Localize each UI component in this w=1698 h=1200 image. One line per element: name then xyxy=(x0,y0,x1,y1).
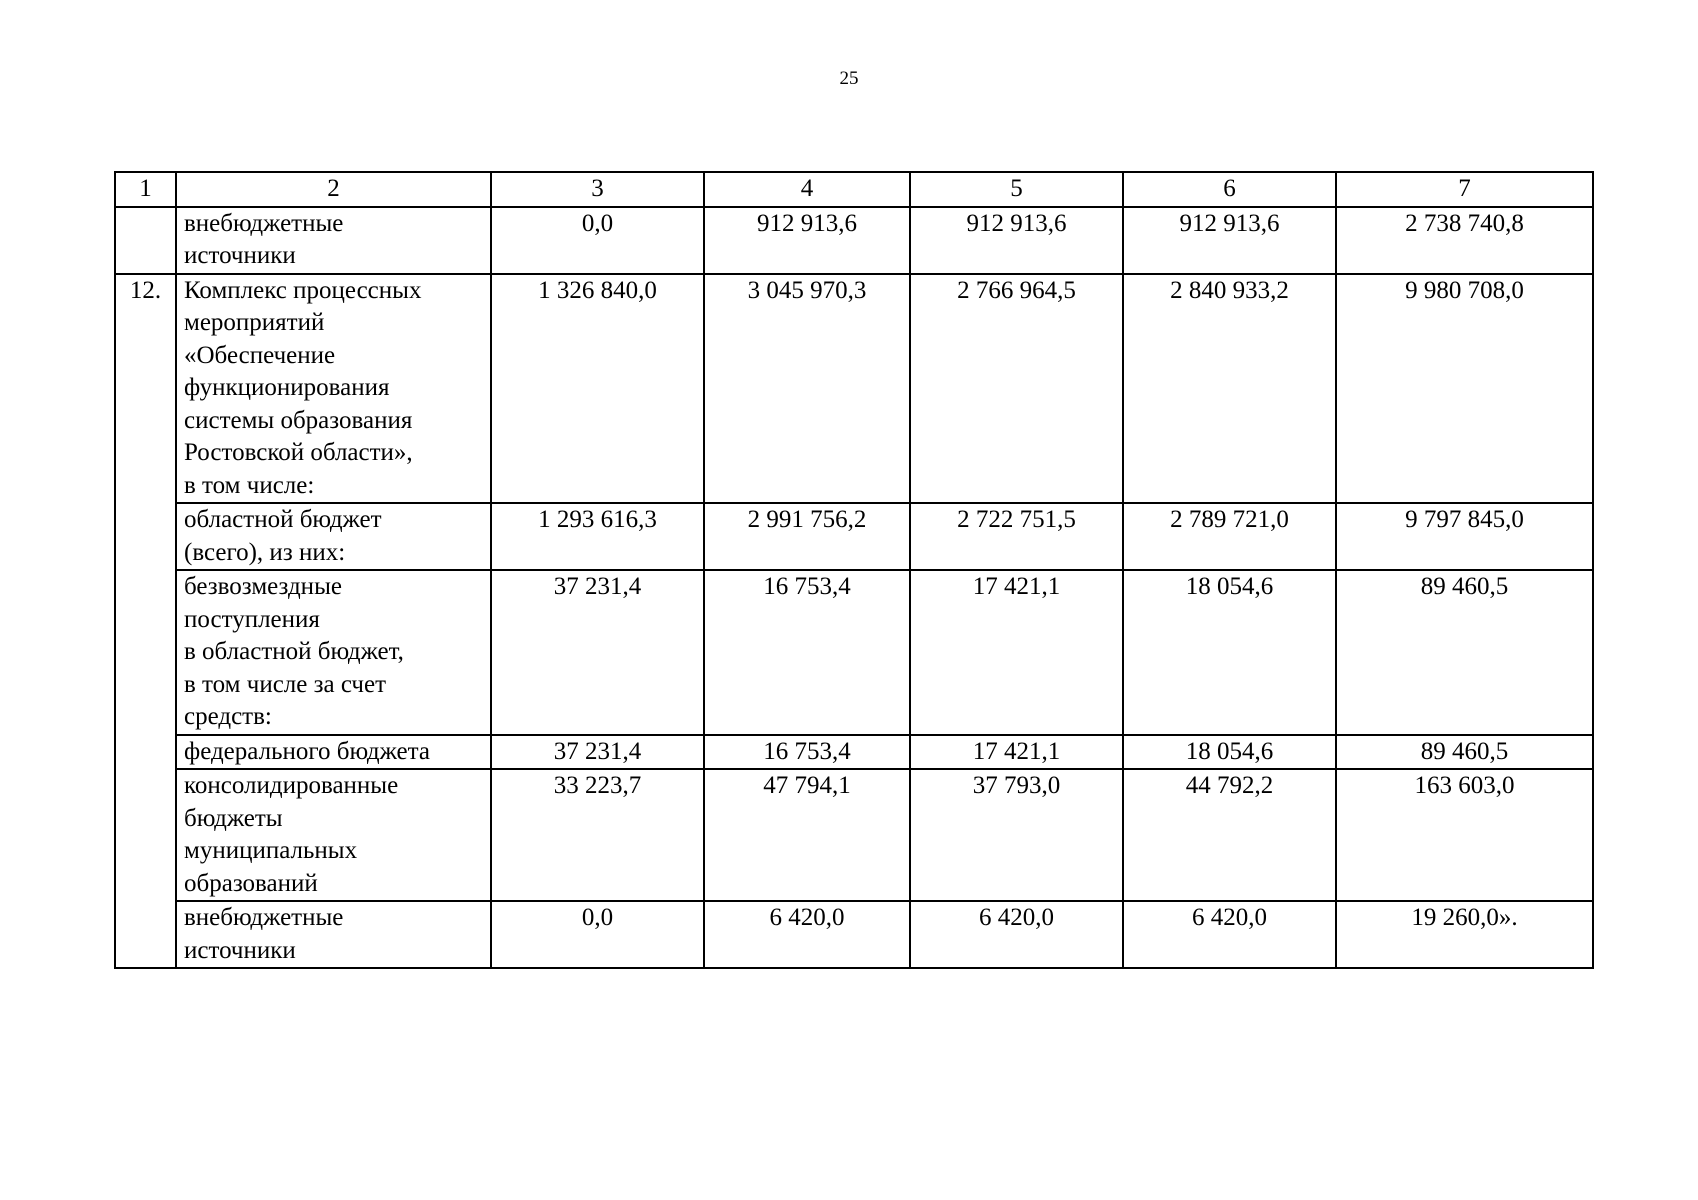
row-description xyxy=(176,274,491,504)
value-cell-col-4: 2 991 756,2 xyxy=(704,503,910,570)
value-cell-col-4: 6 420,0 xyxy=(704,901,910,968)
table-row xyxy=(115,570,1593,735)
description-line: (всего), из них: xyxy=(184,538,346,566)
value-cell-col-7: 19 260,0». xyxy=(1336,901,1593,968)
value-cell-col-3: 1 293 616,3 xyxy=(491,503,704,570)
description-line: внебюджетные xyxy=(184,904,344,931)
value-cell-col-5: 6 420,0 xyxy=(910,901,1123,968)
description-line: источники xyxy=(184,936,296,964)
value-cell-col-6: 2 789 721,0 xyxy=(1123,503,1336,570)
value-cell-col-5: 37 793,0 xyxy=(910,769,1123,901)
value-cell-col-7: 89 460,5 xyxy=(1336,570,1593,735)
description-line: в областной бюджет, xyxy=(184,638,404,665)
value-cell-col-7: 89 460,5 xyxy=(1336,735,1593,770)
description-line: областной бюджет xyxy=(184,506,382,533)
description-line: федерального бюджета xyxy=(184,737,430,765)
description-line: консолидированные xyxy=(184,772,399,799)
table-row xyxy=(115,503,1593,570)
table-header-row xyxy=(115,172,1593,207)
row-description xyxy=(176,503,491,570)
description-line: Комплекс процессных xyxy=(184,276,422,304)
table-row xyxy=(115,274,1593,504)
description-line: источники xyxy=(184,242,296,269)
description-line: муниципальных xyxy=(184,837,358,864)
description-line: бюджеты xyxy=(184,804,283,832)
description-line: «Обеспечение xyxy=(184,341,336,369)
value-cell-col-5: 2 766 964,5 xyxy=(910,274,1123,504)
page-number: 25 xyxy=(839,68,859,89)
description-line: в том числе за счет xyxy=(184,670,387,698)
description-line: мероприятий xyxy=(184,309,325,336)
column-number-7: 7 xyxy=(1336,172,1593,207)
value-cell-col-4: 3 045 970,3 xyxy=(704,274,910,504)
value-cell-col-7: 163 603,0 xyxy=(1336,769,1593,901)
value-cell-col-3: 37 231,4 xyxy=(491,570,704,735)
description-line: образований xyxy=(184,869,318,897)
description-line: Ростовской области», xyxy=(184,439,413,466)
value-cell-col-6: 2 840 933,2 xyxy=(1123,274,1336,504)
value-cell-col-5: 2 722 751,5 xyxy=(910,503,1123,570)
row-description xyxy=(176,769,491,901)
table-row xyxy=(115,769,1593,901)
description-line: системы образования xyxy=(184,406,413,434)
value-cell-col-4: 47 794,1 xyxy=(704,769,910,901)
table-row xyxy=(115,207,1593,274)
row-description xyxy=(176,207,491,274)
column-number-3: 3 xyxy=(491,172,704,207)
budget-table xyxy=(114,171,1594,969)
table-row xyxy=(115,735,1593,770)
row-index-cell: 12. xyxy=(115,274,176,969)
value-cell-col-5: 912 913,6 xyxy=(910,207,1123,274)
row-description xyxy=(176,901,491,968)
value-cell-col-3: 37 231,4 xyxy=(491,735,704,770)
description-line: внебюджетные xyxy=(184,209,344,237)
row-description xyxy=(176,735,491,770)
value-cell-col-3: 0,0 xyxy=(491,207,704,274)
column-number-1: 1 xyxy=(115,172,176,207)
description-line: в том числе: xyxy=(184,471,315,499)
value-cell-col-7: 2 738 740,8 xyxy=(1336,207,1593,274)
description-line: безвозмездные xyxy=(184,573,342,600)
table-row xyxy=(115,901,1593,968)
row-description xyxy=(176,570,491,735)
value-cell-col-6: 44 792,2 xyxy=(1123,769,1336,901)
value-cell-col-6: 912 913,6 xyxy=(1123,207,1336,274)
column-number-2: 2 xyxy=(176,172,491,207)
value-cell-col-4: 16 753,4 xyxy=(704,735,910,770)
value-cell-col-5: 17 421,1 xyxy=(910,570,1123,735)
row-index-cell xyxy=(115,207,176,274)
description-line: средств: xyxy=(184,703,272,730)
value-cell-col-4: 16 753,4 xyxy=(704,570,910,735)
value-cell-col-7: 9 797 845,0 xyxy=(1336,503,1593,570)
value-cell-col-5: 17 421,1 xyxy=(910,735,1123,770)
value-cell-col-3: 0,0 xyxy=(491,901,704,968)
value-cell-col-3: 33 223,7 xyxy=(491,769,704,901)
column-number-5: 5 xyxy=(910,172,1123,207)
column-number-6: 6 xyxy=(1123,172,1336,207)
description-line: функционирования xyxy=(184,374,390,401)
value-cell-col-6: 18 054,6 xyxy=(1123,735,1336,770)
value-cell-col-3: 1 326 840,0 xyxy=(491,274,704,504)
value-cell-col-7: 9 980 708,0 xyxy=(1336,274,1593,504)
column-number-4: 4 xyxy=(704,172,910,207)
value-cell-col-6: 6 420,0 xyxy=(1123,901,1336,968)
value-cell-col-4: 912 913,6 xyxy=(704,207,910,274)
description-line: поступления xyxy=(184,605,320,633)
value-cell-col-6: 18 054,6 xyxy=(1123,570,1336,735)
